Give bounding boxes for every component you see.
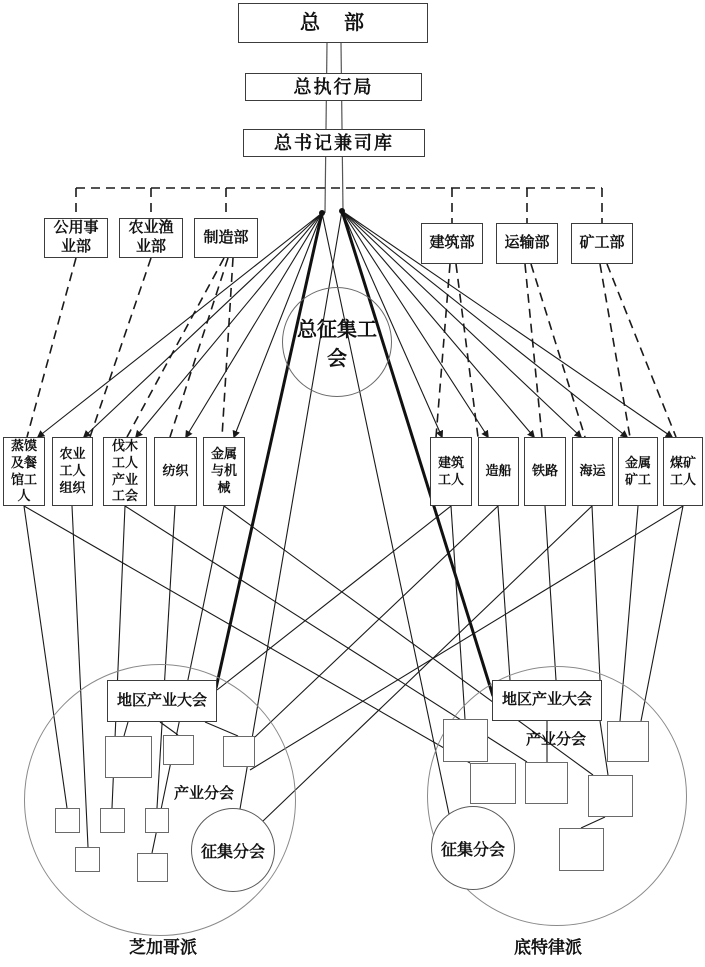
chicago-branch-box <box>100 808 125 833</box>
detroit-branch-box <box>588 775 633 817</box>
node-secretary-treasurer: 总书记兼司库 <box>243 129 425 157</box>
detroit-industry-branch-label: 产业分会 <box>525 731 586 748</box>
detroit-branch-box <box>470 763 516 804</box>
node-union-steamhouse-restaurant-workers: 蒸馍及餐馆工人 <box>3 437 45 506</box>
node-dept-mining: 矿工部 <box>571 223 633 264</box>
node-dept-manufacturing: 制造部 <box>194 218 258 258</box>
node-union-metal-machinery: 金属与机械 <box>203 437 245 506</box>
node-chicago-district-council: 地区产业大会 <box>107 680 217 722</box>
chicago-industry-branch-label: 产业分会 <box>173 785 234 802</box>
node-chicago-recruiting-branch: 征集分会 <box>191 808 275 892</box>
chicago-branch-box <box>145 808 169 833</box>
node-dept-public-utilities: 公用事业部 <box>44 218 108 258</box>
node-dept-transport: 运输部 <box>496 223 558 264</box>
node-union-metal-miners: 金属矿工 <box>618 437 658 506</box>
node-detroit-recruiting-branch: 征集分会 <box>431 806 515 890</box>
node-union-marine-transport: 海运 <box>572 437 613 506</box>
node-union-construction-workers: 建筑工人 <box>430 437 472 506</box>
node-dept-construction: 建筑部 <box>421 223 483 264</box>
node-union-shipbuilding: 造船 <box>478 437 519 506</box>
chicago-branch-box <box>75 847 100 872</box>
chicago-branch-box <box>55 808 80 833</box>
node-dept-agriculture-fishery: 农业渔业部 <box>119 218 183 258</box>
node-general-recruiting-union: 总征集工会 <box>282 287 392 397</box>
detroit-faction-label: 底特律派 <box>514 937 582 957</box>
node-union-lumber-workers-industrial-union: 伐木工人产业工会 <box>103 437 147 506</box>
node-detroit-district-council: 地区产业大会 <box>492 680 602 721</box>
chicago-branch-box <box>223 736 255 767</box>
node-headquarters: 总 部 <box>238 3 428 43</box>
chicago-branch-box <box>105 736 152 778</box>
node-union-textile: 纺织 <box>154 437 197 506</box>
detroit-branch-box <box>443 719 488 762</box>
chicago-faction-label: 芝加哥派 <box>129 937 197 957</box>
node-executive-bureau: 总执行局 <box>245 73 422 101</box>
chicago-branch-box <box>163 735 194 765</box>
node-union-coal-miners: 煤矿工人 <box>663 437 703 506</box>
detroit-branch-box <box>559 828 604 871</box>
detroit-branch-box <box>607 721 649 762</box>
node-union-agricultural-workers-org: 农业工人组织 <box>52 437 93 506</box>
node-union-railway: 铁路 <box>524 437 566 506</box>
chicago-branch-box <box>137 853 168 882</box>
detroit-branch-box <box>525 762 568 804</box>
